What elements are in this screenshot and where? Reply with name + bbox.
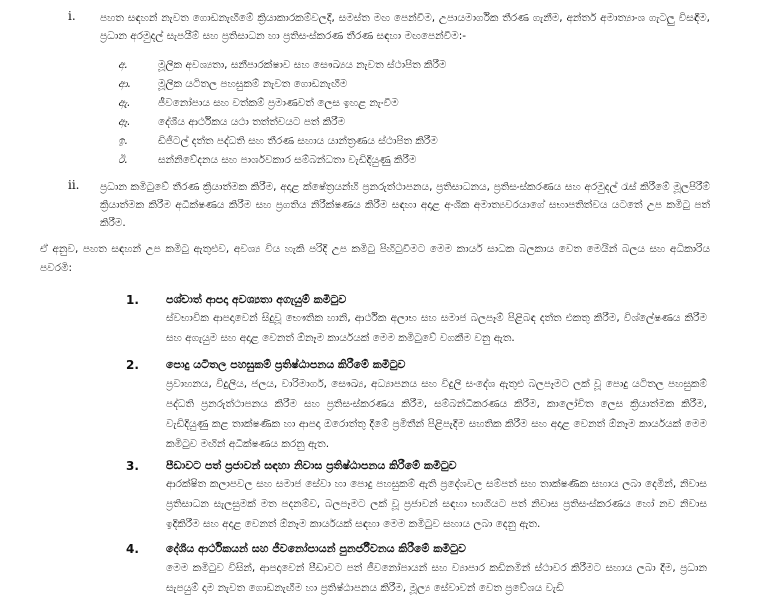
list-item-text: මූලික අවශ්‍යතා, සනීපාරක්ෂාව සහ සෞඛ්‍යය නැවත ස්ථාපිත කිරීම [158, 59, 447, 71]
list-item [118, 74, 347, 94]
list-item-letter: ඇ. [118, 97, 131, 109]
section-1-number: 1. [126, 293, 139, 307]
section-4-number: 4. [126, 542, 139, 556]
item-ii-number: ii. [68, 178, 80, 192]
item-ii-text: ප්‍රධාන කමිටුවේ තීරණ ක්‍රියාත්මක කිරීම, අදාළ ක්ෂේත්‍රයන්හි ප්‍රනරුත්ථාපනය, ප්‍රතිසාධනය, ප්‍රතිසංස්කරණය සහ අරමුදල් රැස් කිරීමේ මූලපිරීම් ක්‍රියාත්මක කිරීම අධීක්ෂණය කිරීම සහ ප්‍රගතිය නිරීක්ෂණය කිරීම සඳහා අදාළ අංශික අමාත්‍යවරයාගේ සභාපතිත්වය යටතේ උප කමිටු පත් කිරීම. [100, 181, 710, 229]
section-3-body: ආරක්ෂිත කලාපවල සහ සමාජ සේවා හා පොදු පහසුකම් ඇති ප්‍රදේශවල සම්පත් සහ තාක්ෂණික සහාය ලබා දෙමින්, නිවාස ප්‍රතිසාධන සැලසුමක් මත පදනම්ව, බලපෑමට ලක් වූ ප්‍රජාවන් සඳහා භාගියට පත් නිවාස ප්‍රතිසංස්කරණය හෝ නව නිවාස ඉදිකිරීම සහ අදාළ වෙනත් ඕනෑම කාර්යයක් සඳහා මෙම කමිටුව සහාය ලබා දෙනු ඇත. [166, 478, 707, 530]
item-i-number: i. [68, 9, 76, 23]
list-item-letter: ඊ. [118, 154, 128, 166]
section-2-number: 2. [126, 358, 139, 372]
section-4-body: මෙම කමිටුව විසින්, ආපදාවෙන් පීඩාවට පත් ජීවනෝපායන් සහ ව්‍යාපාර කඩිනමින් ස්ථාවර කිරීමට සහාය ලබා දීම, ප්‍රධාන සැපයුම් දාම නැවත ගොඩනැඟීම හා ප්‍රතිෂ්ඨාපනය කිරීම, මූල්‍ය සේවාවන් වෙත ප්‍රවේශය වැඩි [166, 562, 707, 594]
list-item [118, 131, 438, 151]
list-item-text: මූලික යටිතල පහසුකම් නැවත ගොඩනැඟීම [158, 78, 348, 90]
list-item [118, 150, 416, 170]
item-i-text: පහත සඳහන් නැවත ගොඩනැඟීමේ ක්‍රියාකාරකම්වලදී, සමස්ත මඟ පෙන්වීම, උපායමාර්ගික තීරණ ගැනීම, අන්තර් අමාත්‍යාංශ ගැටලු විසඳීම, ප්‍රධාන අරමුදල් සැපයීම් සහ ප්‍රතිසාධන හා ප්‍රතිසංස්කරණ තීරණ සඳහා මඟපෙන්වීම:- [100, 12, 710, 42]
section-2-body: ප්‍රවාහනය, විදුලිය, ජලය, වාරිමාර්ග, සෞඛ්‍ය, අධ්‍යාපනය සහ විදුලි සංදේශ ඇතුළු බලපෑමට ලක් වූ පොදු යටිතල පහසුකම් පද්ධති ප්‍රනරුත්ථාපනය කිරීම සහ ප්‍රතිසංස්කරණය කිරීම, සම්බන්ධීකරණය කිරීම, කාලෝචිත ලෙස ක්‍රියාත්මක කිරීම, වැඩිදියුණු කළ තාක්ෂණික හා ආපදා ඔරොත්තු දීමේ ප්‍රමිතීන් පිළිපැදීම සහතික කිරීම සහ අදාළ වෙනත් ඕනෑම කාර්යයක් මෙම කමිටුව මඟින් අධීක්ෂණය කරනු ඇත. [166, 378, 707, 450]
section-1-body: ස්වභාවික ආපදාවෙන් සිදුවූ භෞතික හානි, ආර්ථික අලාභ සහ සමාජ බලපෑම් පිළිබඳ දත්ත එකතු කිරීම, විශ්ලේෂණය කිරීම සහ අගැයුම සහ අදාළ වෙනත් ඕනෑම කාර්යයක් මෙම කමිටුවේ වගකීම වනු ඇත. [166, 312, 707, 344]
section-1-title: පශ්චාත් ආපදා අවශ්‍යතා අගැයුම් කමිටුව [166, 293, 347, 306]
section-4-title: දේශීය ආර්ථිකයන් සහ ජීවනෝපායන් පුනර්ජීවනය කිරීමේ කමිටුව [166, 542, 466, 555]
list-item [118, 112, 345, 132]
list-item [118, 55, 446, 75]
intro-paragraph: ඒ අනුව, පහත සඳහන් උප කමිටු ඇතුළුව, අවශ්‍ය විය හැකි පරිදි උප කමිටු පිහිටුවීමට මෙම කාර්ය සාධක බලකාය වෙත මෙයින් බලය සහ අධිකාරිය පවරමි: [40, 243, 710, 274]
list-item-letter: අ. [118, 59, 128, 71]
section-3-number: 3. [126, 459, 139, 473]
list-item-letter: ඈ. [118, 116, 131, 128]
list-item-letter: ආ. [118, 78, 132, 90]
list-item-letter: ඉ. [118, 135, 128, 147]
list-item [118, 93, 399, 113]
list-item-text: ඩිජිටල් දත්ත පද්ධති සහ තීරණ සහාය යාන්ත්‍රණය ස්ථාපිත කිරීම [158, 135, 438, 147]
section-2-title: පොදු යටිතල පහසුකම් ප්‍රතිෂ්ඨාපනය කිරීමේ කමිටුව [166, 358, 406, 371]
list-item-text: ජීවනෝපාය සහ වත්කම් ප්‍රමාණවත් ලෙස ඉහළ නැංවීම [158, 97, 399, 109]
section-3-title: පීඩාවට පත් ප්‍රජාවන් සඳහා නිවාස ප්‍රතිෂ්ඨාපනය කිරීමේ කමිටුව [166, 459, 457, 472]
list-item-text: දේශීය ආර්ථිකය යථා තත්ත්වයට පත් කිරීම [158, 116, 346, 128]
list-item-text: සන්නිවේදනය සහ පාර්ශවකාර සම්බන්ධතා වැඩිදියුණු කිරීම [158, 154, 417, 166]
